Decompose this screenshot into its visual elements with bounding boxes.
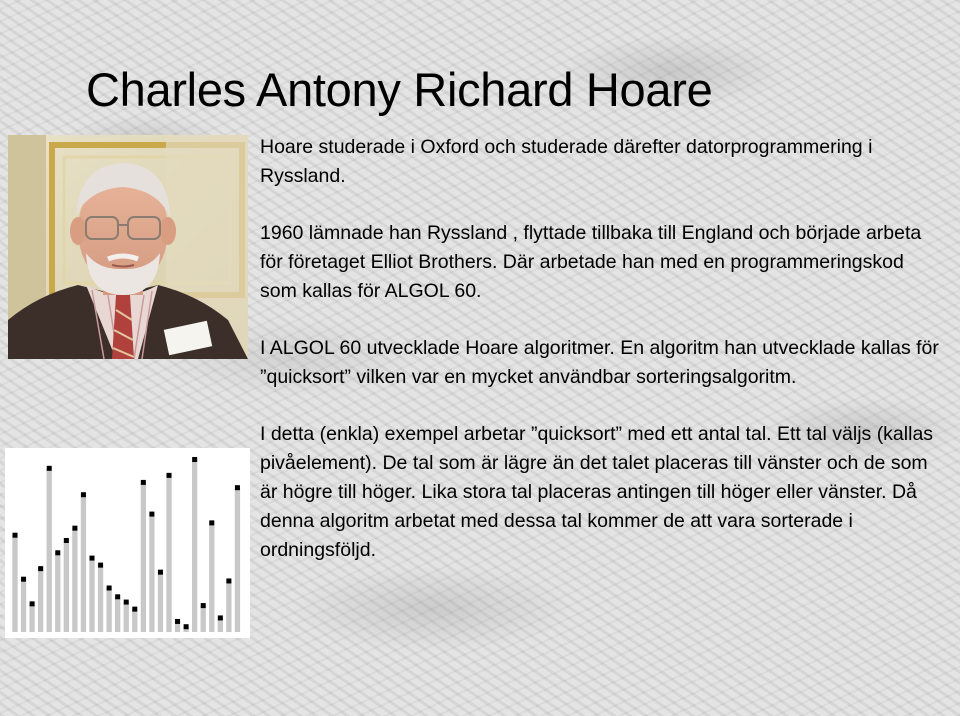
quicksort-marker <box>226 578 231 583</box>
quicksort-bar <box>132 609 137 632</box>
paragraph-3: I ALGOL 60 utvecklade Hoare algoritmer. En algoritm han utvecklade kallas för ”quicksort” vilken var en mycket användbar sorteringsalgoritm. <box>260 337 939 388</box>
quicksort-marker <box>98 563 103 568</box>
quicksort-marker <box>72 526 77 531</box>
quicksort-marker <box>115 594 120 599</box>
quicksort-bar <box>98 565 103 632</box>
quicksort-bar <box>89 558 94 632</box>
quicksort-bar <box>81 495 86 632</box>
quicksort-bar <box>38 569 43 632</box>
quicksort-marker <box>201 603 206 608</box>
quicksort-marker <box>158 570 163 575</box>
portrait-photo <box>8 135 248 359</box>
quicksort-marker <box>149 512 154 517</box>
quicksort-marker <box>209 520 214 525</box>
paragraph-1: Hoare studerade i Oxford och studerade därefter datorprogrammering i Ryssland. <box>260 136 873 187</box>
quicksort-bar <box>21 579 26 632</box>
quicksort-bar <box>47 468 52 632</box>
quicksort-bar <box>12 535 17 632</box>
quicksort-bar <box>106 588 111 632</box>
quicksort-visualization <box>5 448 250 638</box>
quicksort-bar <box>158 572 163 632</box>
quicksort-marker <box>90 556 95 561</box>
quicksort-bar <box>72 528 77 632</box>
quicksort-bar <box>141 482 146 632</box>
portrait-illustration <box>8 135 248 359</box>
quicksort-bar <box>201 606 206 632</box>
quicksort-marker <box>64 538 69 543</box>
quicksort-marker <box>192 457 197 462</box>
quicksort-bar <box>115 597 120 632</box>
quicksort-marker <box>184 624 189 629</box>
quicksort-marker <box>30 601 35 606</box>
quicksort-marker <box>55 550 60 555</box>
quicksort-marker <box>13 533 18 538</box>
quicksort-bar <box>226 581 231 632</box>
quicksort-marker <box>175 619 180 624</box>
quicksort-bar <box>235 488 240 632</box>
quicksort-bar <box>29 604 34 632</box>
quicksort-marker <box>124 600 129 605</box>
quicksort-bar <box>149 514 154 632</box>
quicksort-marker <box>47 466 52 471</box>
slide-title: Charles Antony Richard Hoare <box>86 63 713 116</box>
body-text <box>260 133 940 565</box>
quicksort-marker <box>38 566 43 571</box>
quicksort-marker <box>141 480 146 485</box>
quicksort-bar <box>166 475 171 632</box>
quicksort-marker <box>21 577 26 582</box>
quicksort-marker <box>235 485 240 490</box>
paragraph-2: 1960 lämnade han Ryssland , flyttade tillbaka till England och började arbeta för företaget Elliot Brothers. Där arbetade han med en programmeringskod som kallas för ALGOL 60. <box>260 222 922 302</box>
paragraph-4: I detta (enkla) exempel arbetar ”quicksort” med ett antal tal. Ett tal väljs (kallas pivåelement). De tal som är lägre än det talet placeras till vänster och de som är högre till höger. Lika stora tal placeras antingen till höger eller vänster. Då denna algoritm arbetat med dessa tal kommer de att vara sorterade i ordningsföljd. <box>260 423 934 561</box>
quicksort-bar <box>192 460 197 632</box>
quicksort-bar <box>209 523 214 632</box>
quicksort-bar <box>55 553 60 632</box>
quicksort-bar <box>124 602 129 632</box>
quicksort-marker <box>107 586 112 591</box>
quicksort-marker <box>81 492 86 497</box>
quicksort-bars <box>5 448 250 638</box>
quicksort-marker <box>132 607 137 612</box>
quicksort-marker <box>218 615 223 620</box>
quicksort-bar <box>64 540 69 632</box>
quicksort-marker <box>167 473 172 478</box>
